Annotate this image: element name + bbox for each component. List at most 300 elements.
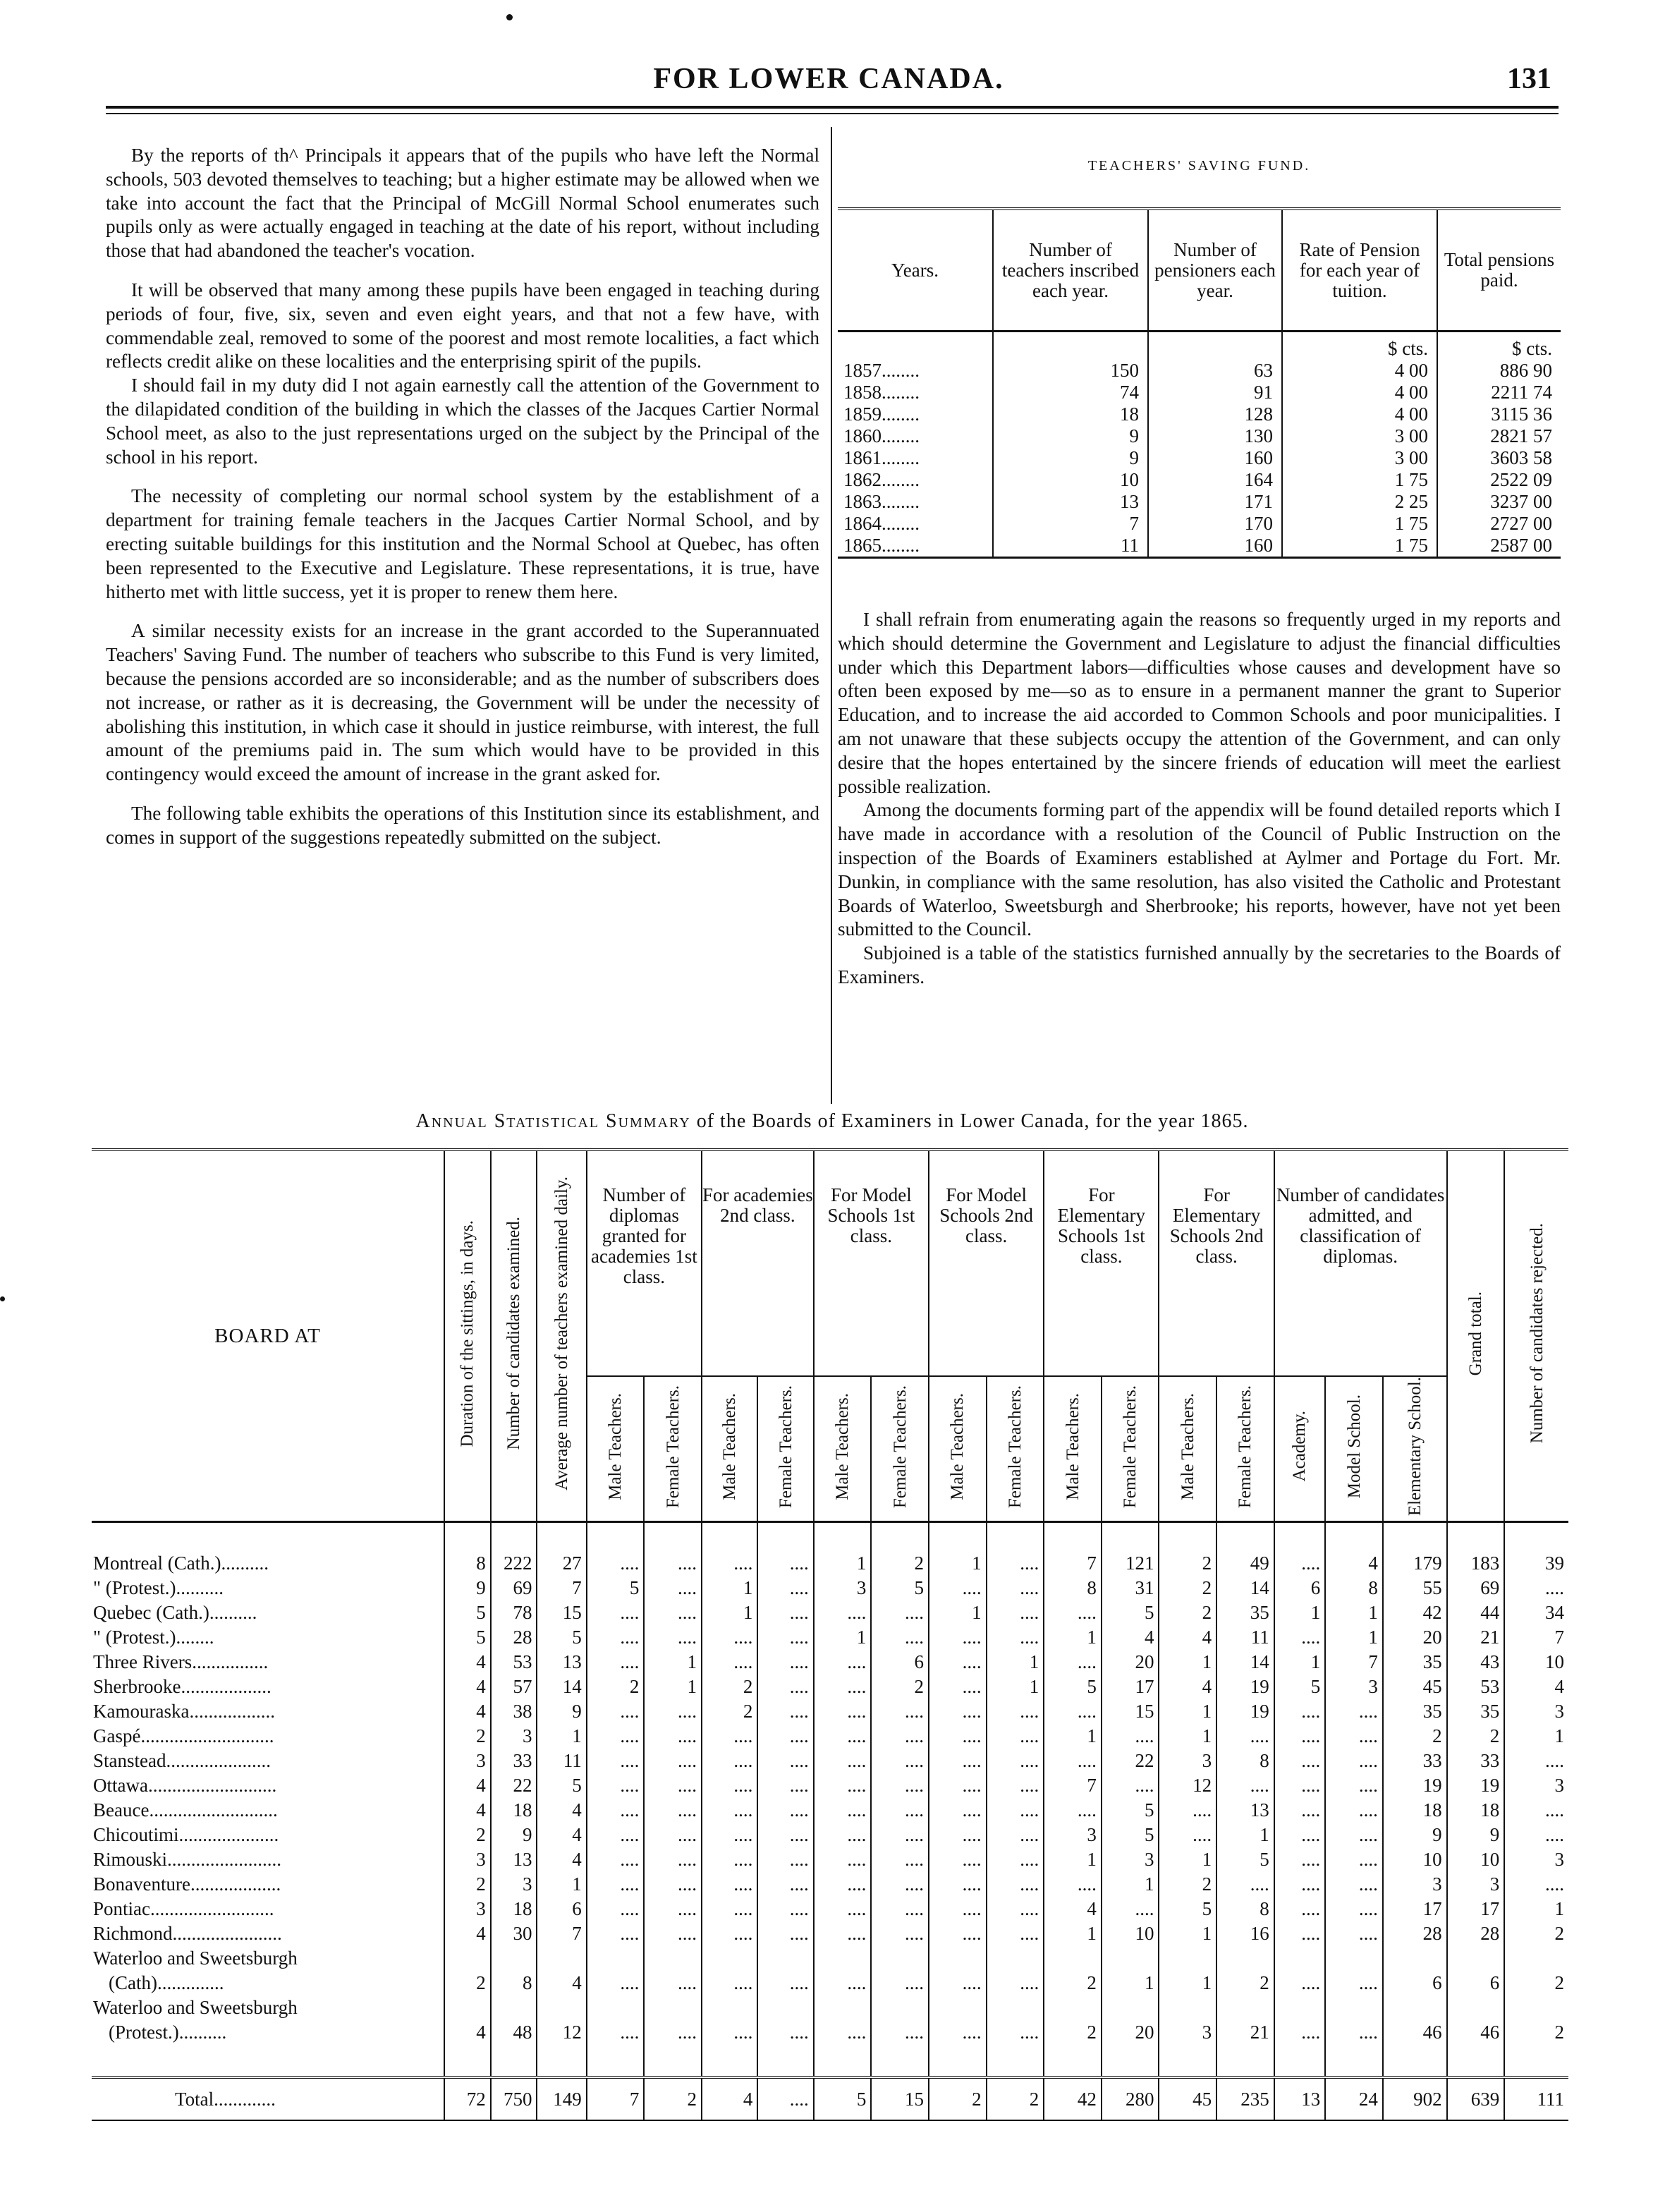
stat-cell: .... xyxy=(987,1921,1044,1946)
paragraph: The following table exhibits the operations of this Institution since its establishment, and comes in support of the suggestions repeatedly submitted on the subject. xyxy=(106,802,819,848)
stat-cell: .... xyxy=(1044,1749,1102,1773)
stat-cell: 1 xyxy=(1159,1724,1216,1749)
stat-cell: .... xyxy=(929,1724,987,1749)
fund-cell: 91 xyxy=(1148,382,1282,403)
board-row xyxy=(92,1823,1568,1847)
stat-cell: 34 xyxy=(1504,1600,1568,1625)
stat-cell: .... xyxy=(929,1675,987,1699)
stat-cell: 2 xyxy=(1504,1946,1568,1995)
stat-cell: 27 xyxy=(537,1522,586,1576)
stat-cell: 1 xyxy=(814,1625,872,1650)
stat-cell: .... xyxy=(1274,1522,1326,1576)
board-row xyxy=(92,1798,1568,1823)
board-row xyxy=(92,1625,1568,1650)
stat-cell: 2 xyxy=(1504,1921,1568,1946)
stat-cell: .... xyxy=(757,1675,813,1699)
stat-cell: .... xyxy=(757,1872,813,1897)
fund-unit-cell xyxy=(838,332,993,360)
total-cell: 639 xyxy=(1447,2077,1505,2120)
stat-cell: .... xyxy=(987,1946,1044,1995)
stat-cell: 1 xyxy=(702,1600,757,1625)
empty-cell xyxy=(1325,2045,1383,2077)
stat-cell: .... xyxy=(702,1798,757,1823)
right-column xyxy=(838,608,1561,990)
group-academies-2nd: For academies 2nd class. xyxy=(702,1150,814,1376)
fund-cell: 1859........ xyxy=(843,403,920,425)
stat-cell: .... xyxy=(814,1872,872,1897)
stat-cell: .... xyxy=(1325,1847,1383,1872)
stat-cell: 5 xyxy=(1274,1675,1326,1699)
stat-cell: 22 xyxy=(491,1773,537,1798)
average-header: Average number of teachers examined daily. xyxy=(537,1150,586,1522)
total-cell: 15 xyxy=(871,2077,929,2120)
stat-cell: .... xyxy=(587,1823,645,1847)
stat-cell: .... xyxy=(702,1921,757,1946)
stat-cell: .... xyxy=(1274,1749,1326,1773)
stat-cell: .... xyxy=(929,1773,987,1798)
fund-cell: 1857........ xyxy=(843,360,920,381)
stat-cell: 8 xyxy=(491,1946,537,1995)
stat-cell: .... xyxy=(644,1576,702,1600)
stat-cell: .... xyxy=(587,1897,645,1921)
stat-cell: 4 xyxy=(537,1946,586,1995)
stat-cell: 2 xyxy=(871,1675,929,1699)
stat-cell: 2 xyxy=(1159,1600,1216,1625)
fund-cell: 2587 00 xyxy=(1437,535,1561,558)
stat-cell: 17 xyxy=(1447,1897,1505,1921)
fund-cell: 2522 09 xyxy=(1437,469,1561,491)
stat-cell: 33 xyxy=(1383,1749,1447,1773)
fund-cell: 3237 00 xyxy=(1437,491,1561,513)
board-name-line: (Cath).............. xyxy=(109,1972,224,1994)
page-number: 131 xyxy=(1507,63,1551,95)
stat-cell: .... xyxy=(1044,1600,1102,1625)
stat-cell: 1 xyxy=(1159,1921,1216,1946)
stat-cell: .... xyxy=(987,1522,1044,1576)
male-teachers-header: Male Teachers. xyxy=(702,1376,757,1522)
stat-cell: 3 xyxy=(1159,1995,1216,2045)
fund-cell: 1 75 xyxy=(1282,469,1437,491)
board-name: Beauce........................... xyxy=(93,1799,278,1821)
column-divider xyxy=(831,127,832,1104)
stat-cell: .... xyxy=(644,1823,702,1847)
stat-cell: 15 xyxy=(1102,1699,1159,1724)
board-name: Chicoutimi..................... xyxy=(93,1824,279,1846)
stat-cell: .... xyxy=(644,1522,702,1576)
stat-cell: .... xyxy=(1274,1897,1326,1921)
stat-cell: .... xyxy=(814,1600,872,1625)
board-row xyxy=(92,1773,1568,1798)
stat-cell: .... xyxy=(871,1921,929,1946)
stat-cell: .... xyxy=(1274,1823,1326,1847)
stat-cell: 11 xyxy=(1216,1625,1274,1650)
fund-cell: 128 xyxy=(1148,403,1282,425)
board-row xyxy=(92,1650,1568,1675)
stat-cell: .... xyxy=(1274,1946,1326,1995)
fund-cell: 1 75 xyxy=(1282,513,1437,535)
stat-cell: .... xyxy=(814,1847,872,1872)
stat-cell: .... xyxy=(929,1749,987,1773)
board-name: Three Rivers................ xyxy=(93,1651,269,1673)
stat-cell: 20 xyxy=(1102,1650,1159,1675)
stat-cell: 42 xyxy=(1383,1600,1447,1625)
stat-cell: .... xyxy=(702,1724,757,1749)
stat-cell: .... xyxy=(757,1773,813,1798)
stat-cell: 4 xyxy=(1102,1625,1159,1650)
stat-cell: 1 xyxy=(1044,1921,1102,1946)
stat-cell: 5 xyxy=(1044,1675,1102,1699)
stat-cell: 6 xyxy=(871,1650,929,1675)
stat-cell: .... xyxy=(644,1773,702,1798)
stat-cell: .... xyxy=(702,1749,757,1773)
stat-cell: .... xyxy=(757,1699,813,1724)
fund-row xyxy=(838,535,1561,558)
summary-title xyxy=(106,1110,1559,1133)
fund-cell: 1858........ xyxy=(843,382,920,403)
board-name: Rimouski........................ xyxy=(93,1849,282,1871)
stat-cell: .... xyxy=(929,1921,987,1946)
stat-cell: 4 xyxy=(444,1773,491,1798)
stat-cell: 1 xyxy=(1044,1724,1102,1749)
stat-cell: .... xyxy=(587,1773,645,1798)
stat-cell: .... xyxy=(871,1749,929,1773)
ink-dot xyxy=(0,1296,5,1301)
stat-cell: .... xyxy=(929,1872,987,1897)
stat-cell: 35 xyxy=(1383,1699,1447,1724)
empty-cell xyxy=(1159,2045,1216,2077)
stat-cell: 1 xyxy=(1325,1625,1383,1650)
stat-cell: .... xyxy=(814,1675,872,1699)
stat-cell: 28 xyxy=(1447,1921,1505,1946)
stat-cell: 5 xyxy=(1102,1600,1159,1625)
fund-cell: 2211 74 xyxy=(1437,382,1561,403)
stat-cell: 1 xyxy=(1102,1872,1159,1897)
female-teachers-header: Female Teachers. xyxy=(644,1376,702,1522)
stat-cell: .... xyxy=(587,1946,645,1995)
stat-cell: .... xyxy=(1274,1847,1326,1872)
stat-cell: 33 xyxy=(1447,1749,1505,1773)
total-cell: 7 xyxy=(587,2077,645,2120)
stat-cell: 3 xyxy=(1504,1699,1568,1724)
stat-cell: 5 xyxy=(587,1576,645,1600)
stat-cell: 6 xyxy=(1447,1946,1505,1995)
stat-cell: .... xyxy=(1325,1699,1383,1724)
empty-cell xyxy=(757,2045,813,2077)
total-cell: 5 xyxy=(814,2077,872,2120)
total-cell: 2 xyxy=(644,2077,702,2120)
stat-cell: .... xyxy=(1159,1798,1216,1823)
stat-cell: .... xyxy=(1102,1773,1159,1798)
stat-cell: 11 xyxy=(537,1749,586,1773)
stat-cell: 4 xyxy=(444,1699,491,1724)
stat-cell: .... xyxy=(587,1600,645,1625)
total-cell: 902 xyxy=(1383,2077,1447,2120)
stat-cell: 8 xyxy=(444,1522,491,1576)
total-row xyxy=(92,2077,1568,2120)
stat-cell: 21 xyxy=(1447,1625,1505,1650)
stat-cell: 5 xyxy=(537,1773,586,1798)
stat-cell: 9 xyxy=(1447,1823,1505,1847)
stat-cell: .... xyxy=(587,1847,645,1872)
stat-cell: .... xyxy=(1274,1872,1326,1897)
total-cell: 45 xyxy=(1159,2077,1216,2120)
stat-cell: 31 xyxy=(1102,1576,1159,1600)
stat-cell: 10 xyxy=(1102,1921,1159,1946)
ink-dot xyxy=(506,14,513,20)
stat-cell: 3 xyxy=(1504,1773,1568,1798)
total-cell: 13 xyxy=(1274,2077,1326,2120)
stat-cell: 121 xyxy=(1102,1522,1159,1576)
stat-cell: 4 xyxy=(1044,1897,1102,1921)
empty-cell xyxy=(987,2045,1044,2077)
board-name xyxy=(92,1946,444,1995)
header-rule xyxy=(106,106,1559,109)
fund-cell: 170 xyxy=(1148,513,1282,535)
paragraph: By the reports of th^ Principals it appears that of the pupils who have left the Normal schools, 503 devoted themselves to teaching; but a higher estimate may be allowed when we take into account the fact that the Principal of McGill Normal School enumerates such pupils only as were actually engaged in teaching at the date of his report, without including those that had abandoned the teacher's vocation. xyxy=(106,145,819,262)
empty-cell xyxy=(1447,2045,1505,2077)
male-teachers-header: Male Teachers. xyxy=(929,1376,987,1522)
stat-cell: 1 xyxy=(644,1675,702,1699)
stat-cell: .... xyxy=(702,1650,757,1675)
board-name: Bonaventure................... xyxy=(93,1873,281,1895)
stat-cell: 22 xyxy=(1102,1749,1159,1773)
total-cell: 2 xyxy=(987,2077,1044,2120)
stat-cell: .... xyxy=(929,1576,987,1600)
stat-cell: 1 xyxy=(537,1724,586,1749)
header-rule xyxy=(106,113,1559,114)
stat-cell: .... xyxy=(757,1995,813,2045)
stat-cell: .... xyxy=(757,1798,813,1823)
stat-cell: 2 xyxy=(1159,1872,1216,1897)
stat-cell: .... xyxy=(644,1600,702,1625)
fund-col-pensioners: Number of pensioners each year. xyxy=(1148,209,1282,332)
stat-cell: 4 xyxy=(444,1650,491,1675)
stat-cell: 2 xyxy=(702,1675,757,1699)
empty-cell xyxy=(1383,2045,1447,2077)
stat-cell: .... xyxy=(1504,1823,1568,1847)
stat-cell: .... xyxy=(871,1872,929,1897)
stat-cell: 183 xyxy=(1447,1522,1505,1576)
stat-cell: 8 xyxy=(1216,1897,1274,1921)
board-row xyxy=(92,1847,1568,1872)
stat-cell: 35 xyxy=(1447,1699,1505,1724)
statistical-summary-table xyxy=(92,1148,1568,2121)
board-name: " (Protest.).......... xyxy=(93,1577,224,1599)
stat-cell: 1 xyxy=(1044,1847,1102,1872)
stat-cell: .... xyxy=(702,1995,757,2045)
fund-cell: 74 xyxy=(993,382,1148,403)
stat-cell: 10 xyxy=(1383,1847,1447,1872)
stat-cell: .... xyxy=(1102,1897,1159,1921)
total-cell: 149 xyxy=(537,2077,586,2120)
stat-cell: 8 xyxy=(1325,1576,1383,1600)
stat-cell: .... xyxy=(929,1995,987,2045)
stat-cell: .... xyxy=(1504,1749,1568,1773)
stat-cell: 30 xyxy=(491,1921,537,1946)
stat-cell: 45 xyxy=(1383,1675,1447,1699)
stat-cell: .... xyxy=(929,1699,987,1724)
stat-cell: 2 xyxy=(444,1946,491,1995)
stat-cell: .... xyxy=(757,1847,813,1872)
stat-cell: 4 xyxy=(537,1823,586,1847)
stat-cell: 4 xyxy=(1504,1675,1568,1699)
stat-cell: 7 xyxy=(1504,1625,1568,1650)
stat-cell: 46 xyxy=(1447,1995,1505,2045)
stat-cell: 1 xyxy=(1044,1625,1102,1650)
stat-cell: 7 xyxy=(537,1576,586,1600)
stat-cell: 4 xyxy=(444,1675,491,1699)
stat-cell: .... xyxy=(644,1946,702,1995)
board-name: Richmond....................... xyxy=(93,1923,282,1945)
stat-cell: .... xyxy=(1274,1995,1326,2045)
stat-cell: 19 xyxy=(1216,1675,1274,1699)
fund-cell: 13 xyxy=(993,491,1148,513)
total-label: Total............. xyxy=(92,2077,444,2120)
board-row xyxy=(92,1600,1568,1625)
grand-total-header: Grand total. xyxy=(1447,1150,1505,1522)
stat-cell: 3 xyxy=(814,1576,872,1600)
stat-cell: 14 xyxy=(537,1675,586,1699)
stat-cell: 2 xyxy=(444,1823,491,1847)
empty-cell xyxy=(587,2045,645,2077)
stat-cell: .... xyxy=(987,1872,1044,1897)
stat-cell: 4 xyxy=(1159,1675,1216,1699)
board-row xyxy=(92,1872,1568,1897)
stat-cell: 4 xyxy=(444,1921,491,1946)
total-cell: 42 xyxy=(1044,2077,1102,2120)
stat-cell: 55 xyxy=(1383,1576,1447,1600)
stat-cell: .... xyxy=(871,1847,929,1872)
paragraph: I shall refrain from enumerating again the reasons so frequently urged in my reports and which should determine the Government and Legislature to adjust the financial difficulties under which this Department labors—difficulties whose causes and development have so often been exposed by me—so as to ensure in a permanent manner the grant to Superior Education, and to increase the aid accorded to Common Schools and poor municipalities. I am not unaware that these subjects occupy the attention of the Government, and can only desire that the hopes entertained by the sincere friends of education will meet the earliest possible realization. xyxy=(838,609,1561,797)
spacer-row xyxy=(92,2045,1568,2077)
stat-cell: 2 xyxy=(702,1699,757,1724)
stat-cell: .... xyxy=(871,1625,929,1650)
stat-cell: 4 xyxy=(1325,1522,1383,1576)
fund-col-rate: Rate of Pension for each year of tuition. xyxy=(1282,209,1437,332)
fund-table-title: TEACHERS' SAVING FUND. xyxy=(1087,158,1311,174)
stat-cell: 1 xyxy=(1159,1699,1216,1724)
stat-cell: 1 xyxy=(537,1872,586,1897)
board-row xyxy=(92,1995,1568,2045)
stat-cell: 33 xyxy=(491,1749,537,1773)
group-model-1st: For Model Schools 1st class. xyxy=(814,1150,929,1376)
stat-cell: .... xyxy=(587,1872,645,1897)
fund-cell: 11 xyxy=(993,535,1148,558)
group-model-2nd: For Model Schools 2nd class. xyxy=(929,1150,1044,1376)
stat-cell: .... xyxy=(702,1773,757,1798)
stat-cell: 2 xyxy=(1044,1995,1102,2045)
stat-cell: 1 xyxy=(1325,1600,1383,1625)
board-name: Quebec (Cath.).......... xyxy=(93,1602,257,1624)
total-cell: 235 xyxy=(1216,2077,1274,2120)
stat-cell: .... xyxy=(644,1921,702,1946)
fund-cell: 3 00 xyxy=(1282,425,1437,447)
stat-cell: .... xyxy=(1274,1724,1326,1749)
stat-cell: .... xyxy=(587,1995,645,2045)
stat-cell: .... xyxy=(814,1823,872,1847)
total-cell: 750 xyxy=(491,2077,537,2120)
stat-cell: .... xyxy=(814,1773,872,1798)
stat-cell: .... xyxy=(1504,1576,1568,1600)
fund-row xyxy=(838,513,1561,535)
stat-cell: 4 xyxy=(444,1798,491,1823)
stat-cell: 44 xyxy=(1447,1600,1505,1625)
stat-cell: 2 xyxy=(587,1675,645,1699)
stat-cell: .... xyxy=(644,1798,702,1823)
stat-cell: .... xyxy=(757,1897,813,1921)
board-at-header: BOARD AT xyxy=(214,1324,321,1347)
fund-col-inscribed: Number of teachers inscribed each year. xyxy=(993,209,1148,332)
group-admitted: Number of candidates admitted, and classification of diplomas. xyxy=(1274,1150,1447,1376)
board-name: Stanstead...................... xyxy=(93,1750,271,1772)
stat-cell: .... xyxy=(702,1625,757,1650)
stat-cell: .... xyxy=(814,1699,872,1724)
stat-cell: .... xyxy=(929,1897,987,1921)
fund-cell: 63 xyxy=(1148,360,1282,382)
stat-cell: 2 xyxy=(871,1522,929,1576)
stat-cell: .... xyxy=(929,1946,987,1995)
board-row xyxy=(92,1946,1568,1995)
empty-cell xyxy=(814,2045,872,2077)
stat-cell: 6 xyxy=(1274,1576,1326,1600)
stat-cell: .... xyxy=(814,1724,872,1749)
stat-cell: .... xyxy=(1325,1995,1383,2045)
stat-cell: 3 xyxy=(1102,1847,1159,1872)
empty-cell xyxy=(929,2045,987,2077)
fund-cell: 2821 57 xyxy=(1437,425,1561,447)
fund-row xyxy=(838,360,1561,382)
summary-title-caps: Annual Statistical Summary xyxy=(415,1110,691,1132)
stat-cell: .... xyxy=(929,1823,987,1847)
fund-cell: 1862........ xyxy=(843,469,920,490)
stat-cell: .... xyxy=(1325,1798,1383,1823)
stat-cell: 78 xyxy=(491,1600,537,1625)
stat-cell: 3 xyxy=(1504,1847,1568,1872)
stat-cell: 19 xyxy=(1383,1773,1447,1798)
stat-cell: 9 xyxy=(444,1576,491,1600)
stat-cell: 1 xyxy=(1159,1946,1216,1995)
stat-cell: 13 xyxy=(491,1847,537,1872)
stat-cell: 28 xyxy=(1383,1921,1447,1946)
rejected-header: Number of candidates rejected. xyxy=(1504,1150,1568,1522)
fund-cell: 18 xyxy=(993,403,1148,425)
total-cell: 72 xyxy=(444,2077,491,2120)
fund-cell: 164 xyxy=(1148,469,1282,491)
stat-cell: 18 xyxy=(1383,1798,1447,1823)
stat-cell: .... xyxy=(1044,1872,1102,1897)
stat-cell: 5 xyxy=(537,1625,586,1650)
stat-cell: .... xyxy=(757,1650,813,1675)
stat-cell: 35 xyxy=(1216,1600,1274,1625)
stat-cell: 1 xyxy=(814,1522,872,1576)
stat-cell: 43 xyxy=(1447,1650,1505,1675)
board-name: Pontiac.......................... xyxy=(93,1898,274,1920)
empty-cell xyxy=(871,2045,929,2077)
stat-cell: .... xyxy=(757,1823,813,1847)
stat-cell: .... xyxy=(1044,1699,1102,1724)
stat-cell: 15 xyxy=(537,1600,586,1625)
stat-cell: .... xyxy=(1325,1897,1383,1921)
empty-cell xyxy=(1102,2045,1159,2077)
stat-cell: .... xyxy=(587,1921,645,1946)
stat-cell: .... xyxy=(871,1724,929,1749)
stat-cell: .... xyxy=(644,1897,702,1921)
stat-cell: .... xyxy=(587,1625,645,1650)
fund-cell: 886 90 xyxy=(1437,360,1561,382)
stat-cell: .... xyxy=(702,1872,757,1897)
stat-cell: 2 xyxy=(1159,1576,1216,1600)
stat-cell: 6 xyxy=(1383,1946,1447,1995)
